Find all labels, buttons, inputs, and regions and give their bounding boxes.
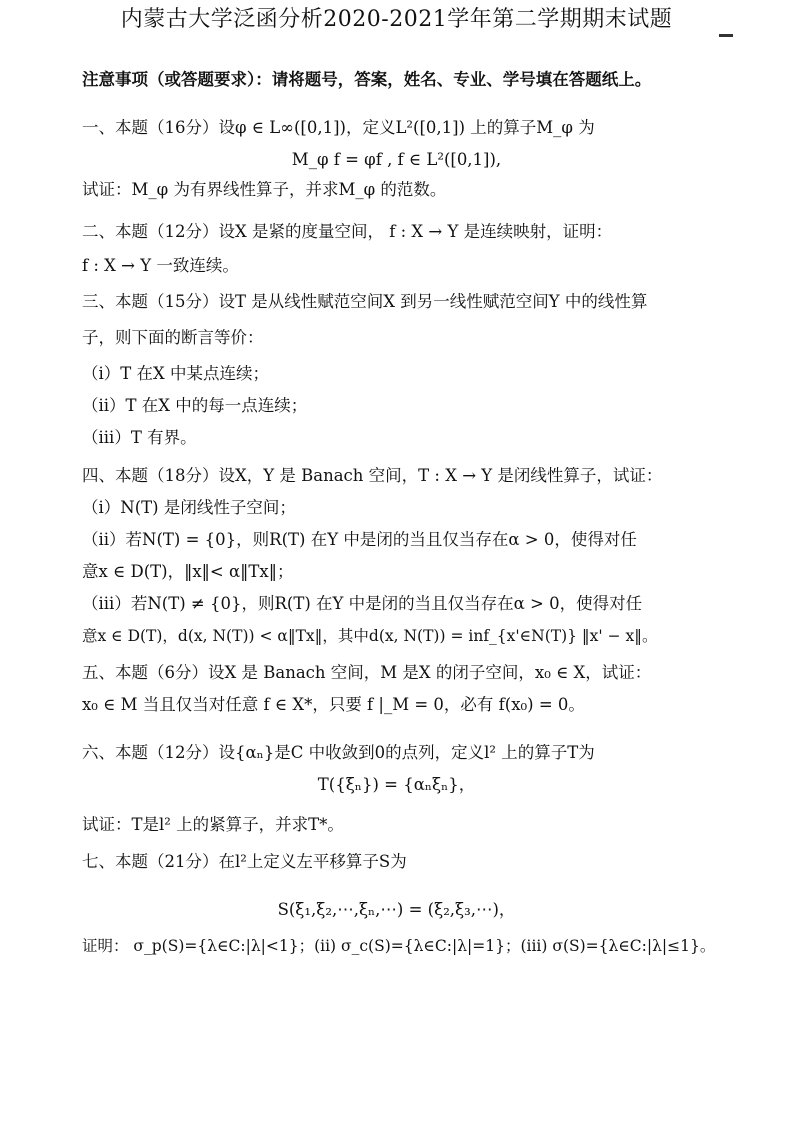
- q6-line2: 试证：T是l² 上的紧算子，并求T*。: [82, 815, 344, 834]
- q5-line1: 五、本题（6分）设X 是 Banach 空间，M 是X 的闭子空间，x₀ ∈ X，试证：: [82, 663, 652, 682]
- q3-item-i: （i）T 在X 中某点连续；: [82, 364, 270, 383]
- q2-line2: f : X → Y 一致连续。: [82, 256, 239, 275]
- q4-item-iii-b: 意x ∈ D(T)，d(x, N(T)) < α‖Tx‖，其中d(x, N(T)) = inf_{x'∈N(T)} ‖x' − x‖。: [82, 627, 658, 645]
- q3-item-ii: （ii）T 在X 中的每一点连续；: [82, 396, 308, 415]
- q4-line1: 四、本题（18分）设X，Y 是 Banach 空间，T : X → Y 是闭线性算子，试证：: [82, 466, 663, 485]
- q3-line1: 三、本题（15分）设T 是从线性赋范空间X 到另一线性赋范空间Y 中的线性算: [82, 292, 648, 311]
- scan-mark: [719, 34, 733, 37]
- q4-item-ii-b: 意x ∈ D(T)，‖x‖< α‖Tx‖；: [82, 562, 294, 581]
- q3-line2: 子，则下面的断言等价：: [82, 328, 264, 347]
- q4-item-ii-a: （ii）若N(T) = {0}，则R(T) 在Y 中是闭的当且仅当存在α > 0，使得对任: [82, 530, 637, 549]
- q1-line1: 一、本题（16分）设φ ∈ L∞([0,1])，定义L²([0,1]) 上的算子M_φ 为: [82, 118, 595, 137]
- q7-proof: 证明： σ_p(S)={λ∈C:|λ|<1}；(ii) σ_c(S)={λ∈C:|λ|=1}；(iii) σ(S)={λ∈C:|λ|≤1}。: [82, 937, 716, 955]
- q1-formula: M_φ f = φf , f ∈ L²([0,1]),: [291, 150, 502, 169]
- q3-item-iii: （iii）T 有界。: [82, 428, 197, 447]
- q5-line2: x₀ ∈ M 当且仅当对任意 f ∈ X*，只要 f |_M = 0，必有 f(x₀) = 0。: [82, 695, 585, 714]
- q6-line1: 六、本题（12分）设{αₙ}是C 中收敛到0的点列，定义l² 上的算子T为: [82, 743, 595, 762]
- exam-notice: 注意事项（或答题要求）：请将题号，答案，姓名、专业、学号填在答题纸上。: [82, 70, 652, 89]
- q4-item-i: （i）N(T) 是闭线性子空间；: [82, 498, 296, 517]
- q7-formula: S(ξ₁,ξ₂,⋯,ξₙ,⋯) = (ξ₂,ξ₃,⋯)，: [277, 900, 516, 919]
- q6-formula: T({ξₙ}) = {αₙξₙ}，: [317, 775, 476, 794]
- q2-line1: 二、本题（12分）设X 是紧的度量空间， f : X → Y 是连续映射，证明：: [82, 222, 613, 241]
- q4-item-iii-a: （iii）若N(T) ≠ {0}，则R(T) 在Y 中是闭的当且仅当存在α > 0，使得对任: [82, 594, 643, 613]
- exam-title: 内蒙古大学泛函分析2020-2021学年第二学期期末试题: [120, 7, 673, 32]
- q7-line1: 七、本题（21分）在l²上定义左平移算子S为: [82, 852, 407, 871]
- q1-line2: 试证：M_φ 为有界线性算子，并求M_φ 的范数。: [82, 180, 447, 199]
